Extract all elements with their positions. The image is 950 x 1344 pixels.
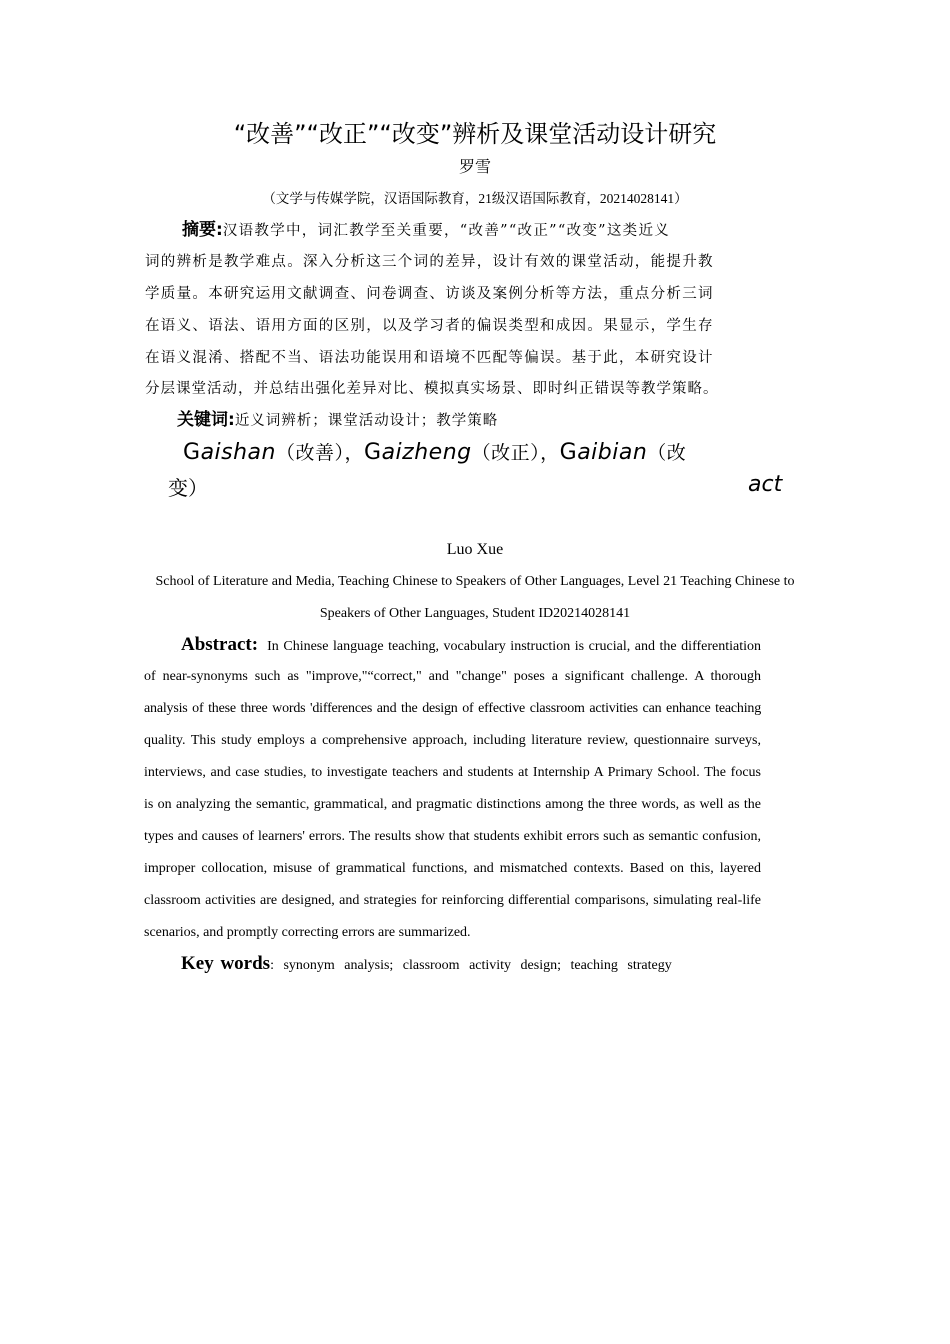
keywords-en [181, 953, 672, 975]
abstract-en-line: is on analyzing the semantic, grammatical, and pragmatic distinctions among the three words, as well as the [144, 797, 761, 812]
abstract-en-line [181, 634, 761, 656]
keywords-cn [177, 405, 797, 430]
keywords-en-text: synonym analysis; classroom activity design; teaching strategy [283, 958, 672, 973]
abstract-cn-line: 在语义、语法、语用方面的区别，以及学习者的偏误类型和成因。果显示，学生存 [145, 318, 714, 334]
title-en-word: aizheng [381, 440, 472, 465]
english-title-line-2: 变） [168, 476, 208, 500]
abstract-en-text: In Chinese language teaching, vocabulary instruction is crucial, and the differentiation [267, 639, 762, 654]
abstract-cn-line: 分层课堂活动，并总结出强化差异对比、模拟真实场景、即时纠正错误等教学策略。 [145, 381, 719, 397]
title-en-cn: （改 [647, 442, 687, 464]
keywords-cn-text: 近义词辨析；课堂活动设计；教学策略 [234, 413, 499, 429]
abstract-cn-line [182, 215, 765, 240]
author-chinese: 罗雪 [458, 157, 491, 176]
title-en-initial: G [183, 440, 201, 465]
paper-title: “改善”“改正”“改变”辨析及课堂活动设计研究 [233, 120, 717, 148]
abstract-cn-line: 在语义混淆、搭配不当、语法功能误用和语境不匹配等偏误。基于此，本研究设计 [145, 350, 714, 366]
title-en-word: aishan [200, 440, 276, 465]
author-english: Luo Xue [446, 541, 504, 558]
abstract-en-line: improper collocation, misuse of grammatical functions, and mismatched contexts. Based on this, layered [144, 861, 761, 876]
title-en-cn: （改善）， [276, 442, 365, 464]
abstract-en-line: interviews, and case studies, to investigate teachers and students at Internship A Primary School. The focus [144, 765, 761, 780]
affiliation-english-line: Speakers of Other Languages, Student ID20214028141 [319, 606, 631, 621]
title-en-initial: G [559, 440, 578, 465]
abstract-cn-label: 摘要: [182, 220, 223, 240]
abstract-en-line: quality. This study employs a comprehensive approach, including literature review, questionnaire surveys, [144, 733, 761, 748]
abstract-cn-line: 词的辨析是教学难点。深入分析这三个词的差异，设计有效的课堂活动，能提升教 [145, 254, 714, 270]
keywords-cn-label: 关键词: [177, 410, 235, 430]
abstract-en-line: scenarios, and promptly correcting errors are summarized. [144, 925, 471, 940]
affiliation-english-line: School of Literature and Media, Teaching Chinese to Speakers of Other Languages, Level 21 Teaching Chinese to [155, 574, 795, 589]
affiliation-chinese: （文学与传媒学院，汉语国际教育，21级汉语国际教育，20214028141） [262, 191, 688, 206]
keywords-en-colon: : [270, 958, 274, 973]
keywords-en-label: Key words [181, 953, 271, 974]
title-en-cn: （改正）， [471, 442, 560, 464]
abstract-en-line: analysis of these three words 'differences and the design of effective classroom activities can enhance teaching [144, 701, 761, 716]
title-en-initial: G [364, 440, 382, 465]
abstract-cn-text: 汉语教学中，词汇教学至关重要，“改善”“改正”“改变”这类近义 [222, 223, 671, 239]
english-title-line [183, 438, 686, 465]
english-title-tail: act [748, 472, 783, 497]
abstract-en-label: Abstract: [181, 634, 259, 655]
abstract-cn-line: 学质量。本研究运用文献调查、问卷调查、访谈及案例分析等方法，重点分析三词 [145, 286, 714, 302]
title-en-word: aibian [577, 440, 648, 465]
abstract-en-line: of near-synonyms such as "improve,"“correct," and "change" poses a significant challenge. A thorough [144, 669, 761, 684]
abstract-en-line: types and causes of learners' errors. The results show that students exhibit errors such as semantic confusion, [144, 829, 761, 844]
abstract-en-line: classroom activities are designed, and strategies for reinforcing differential comparisons, simulating real-life [144, 893, 761, 908]
